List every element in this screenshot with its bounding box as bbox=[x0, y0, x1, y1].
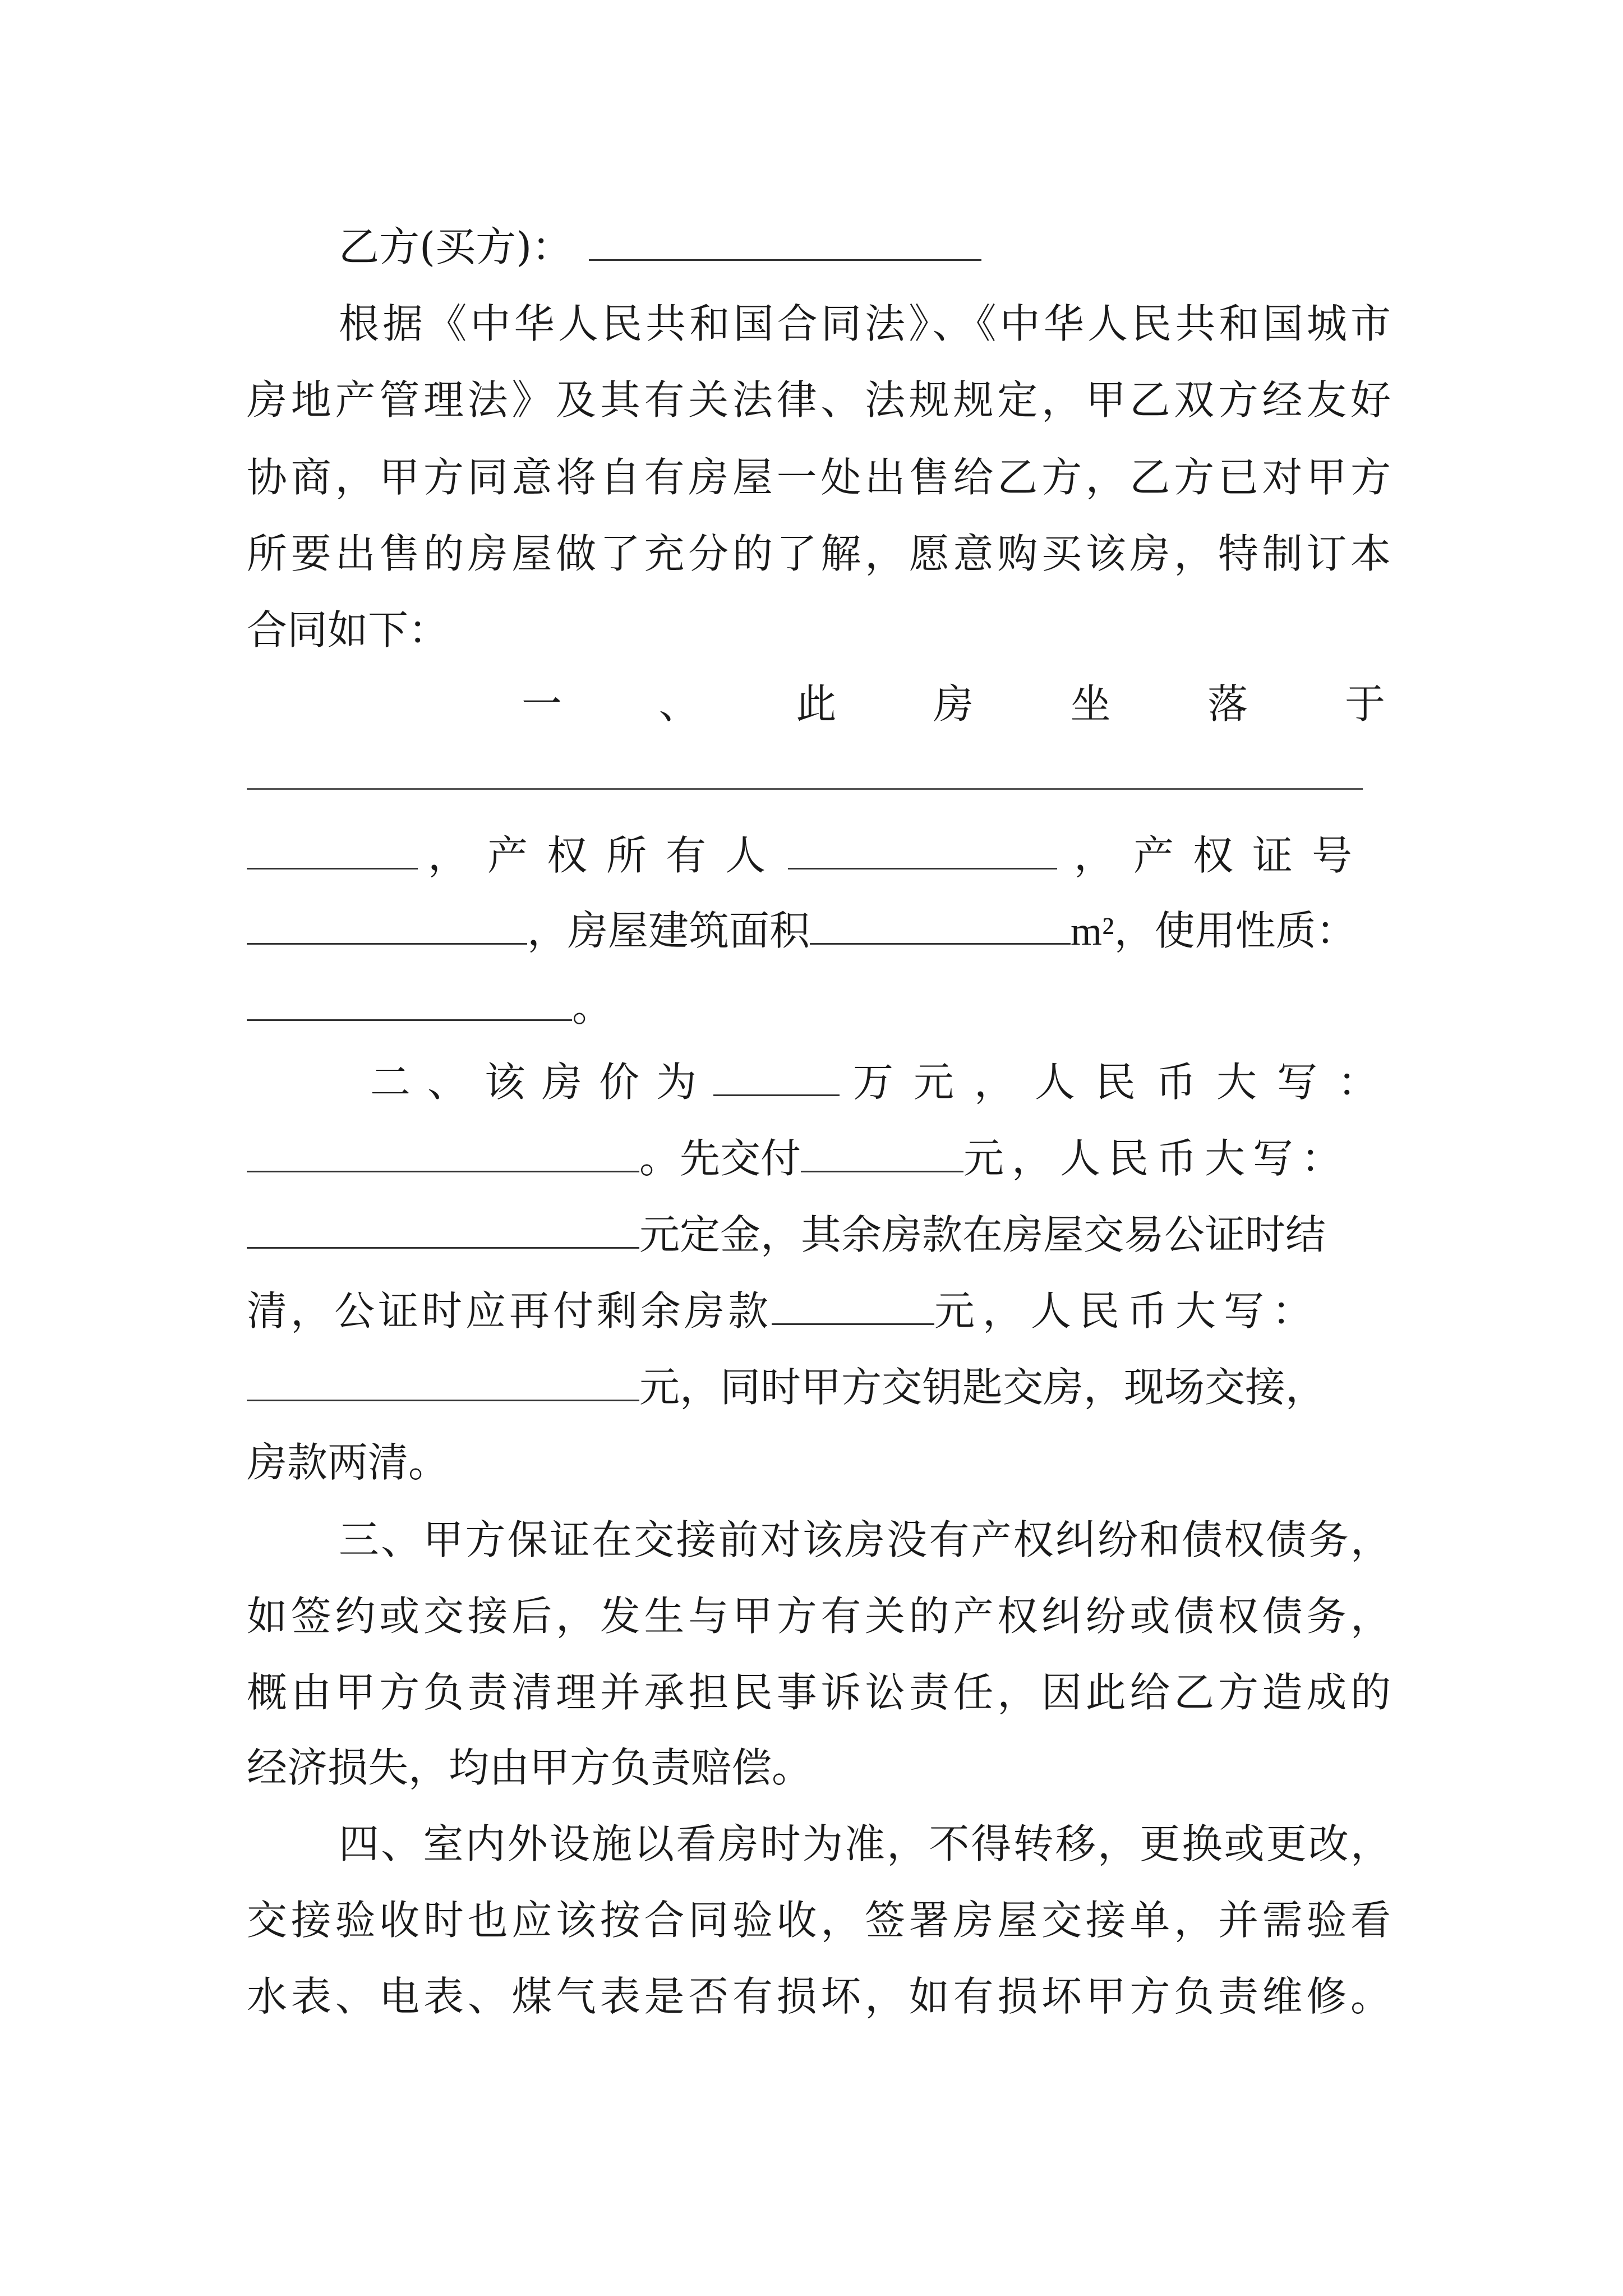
clause2-line5-text: 元，同时甲方交钥匙交房，现场交接， bbox=[639, 1364, 1326, 1411]
clause1-use-line bbox=[247, 976, 1391, 1038]
party-b-label: 乙方(买方)： bbox=[339, 223, 573, 270]
clause3-line-4: 经济损失，均由甲方负责赔偿。 bbox=[247, 1744, 813, 1791]
use-blank[interactable] bbox=[247, 987, 572, 1021]
clause3-line-1: 三、甲方保证在交接前对该房没有产权纠纷和债权债务， bbox=[339, 1516, 1391, 1563]
clause2-price-label: 二、该房价为 bbox=[370, 1059, 714, 1106]
clause1-char: 落 bbox=[1207, 680, 1290, 728]
clause2-price-unit: 万元，人民币大写： bbox=[853, 1059, 1399, 1106]
clause1-heading bbox=[522, 673, 1385, 735]
area-unit: m² bbox=[1071, 909, 1114, 954]
clause2-line-1 bbox=[370, 1051, 1399, 1113]
cert-label: ，产权证号 bbox=[1074, 832, 1372, 879]
clause4-line-2: 交接验收时也应该按合同验收，签署房屋交接单，并需验看 bbox=[247, 1897, 1391, 1944]
intro-line-3: 协商，甲方同意将自有房屋一处出售给乙方，乙方已对甲方 bbox=[247, 454, 1391, 501]
intro-line-4: 所要出售的房屋做了充分的了解，愿意购买该房，特制订本 bbox=[247, 530, 1391, 577]
clause2-line-5 bbox=[247, 1356, 1391, 1418]
intro-line-2: 房地产管理法》及其有关法律、法规规定，甲乙双方经友好 bbox=[247, 376, 1391, 424]
clause1-char: 房 bbox=[933, 680, 1016, 728]
remaining-words-blank[interactable] bbox=[247, 1367, 639, 1401]
price-blank[interactable] bbox=[713, 1062, 840, 1096]
deposit-words-blank[interactable] bbox=[247, 1214, 639, 1249]
owner-blank[interactable] bbox=[788, 835, 1057, 869]
remaining-label: 清，公证时应再付剩余房款 bbox=[247, 1287, 772, 1335]
use-label: ，使用性质： bbox=[1114, 907, 1357, 954]
clause1-char: 、 bbox=[658, 680, 741, 728]
clause2-line-4 bbox=[247, 1280, 1391, 1342]
price-words-blank[interactable] bbox=[247, 1138, 639, 1172]
area-label: ，房屋建筑面积 bbox=[527, 907, 810, 954]
clause2-line3-text: 元定金，其余房款在房屋交易公证时结 bbox=[639, 1211, 1326, 1258]
area-blank[interactable] bbox=[810, 910, 1071, 945]
party-b-line bbox=[339, 216, 1391, 278]
intro-line-5: 合同如下： bbox=[247, 606, 449, 654]
deposit-unit: 元，人民币大写： bbox=[963, 1135, 1350, 1182]
address-blank[interactable] bbox=[247, 788, 1363, 790]
deposit-label: 。先交付 bbox=[639, 1135, 801, 1182]
clause2-line-3 bbox=[247, 1204, 1391, 1266]
clause1-char: 一 bbox=[522, 680, 604, 728]
clause2-line-2 bbox=[247, 1128, 1391, 1189]
clause3-line-3: 概由甲方负责清理并承担民事诉讼责任，因此给乙方造成的 bbox=[247, 1669, 1391, 1716]
clause3-line-2: 如签约或交接后，发生与甲方有关的产权纠纷或债权债务， bbox=[247, 1593, 1391, 1640]
clause1-char: 于 bbox=[1344, 680, 1385, 728]
intro-line-1: 根据《中华人民共和国合同法》、《中华人民共和国城市 bbox=[339, 300, 1391, 347]
owner-label: ，产权所有人 bbox=[428, 832, 785, 879]
remaining-blank[interactable] bbox=[772, 1291, 934, 1325]
clause1-owner-line bbox=[247, 825, 1391, 886]
cert-blank[interactable] bbox=[247, 910, 527, 945]
clause4-line-3: 水表、电表、煤气表是否有损坏，如有损坏甲方负责维修。 bbox=[247, 1973, 1391, 2020]
clause1-end: 。 bbox=[572, 983, 613, 1030]
deposit-blank[interactable] bbox=[801, 1138, 963, 1172]
clause2-line-6: 房款两清。 bbox=[247, 1439, 449, 1486]
clause1-area-line bbox=[247, 900, 1391, 961]
remaining-unit: 元，人民币大写： bbox=[934, 1287, 1321, 1335]
clause4-line-1: 四、室内外设施以看房时为准，不得转移，更换或更改， bbox=[339, 1820, 1391, 1867]
clause1-char: 此 bbox=[796, 680, 879, 728]
clause1-char: 坐 bbox=[1070, 680, 1153, 728]
address-tail-blank[interactable] bbox=[247, 835, 418, 869]
party-b-blank[interactable] bbox=[589, 227, 981, 261]
